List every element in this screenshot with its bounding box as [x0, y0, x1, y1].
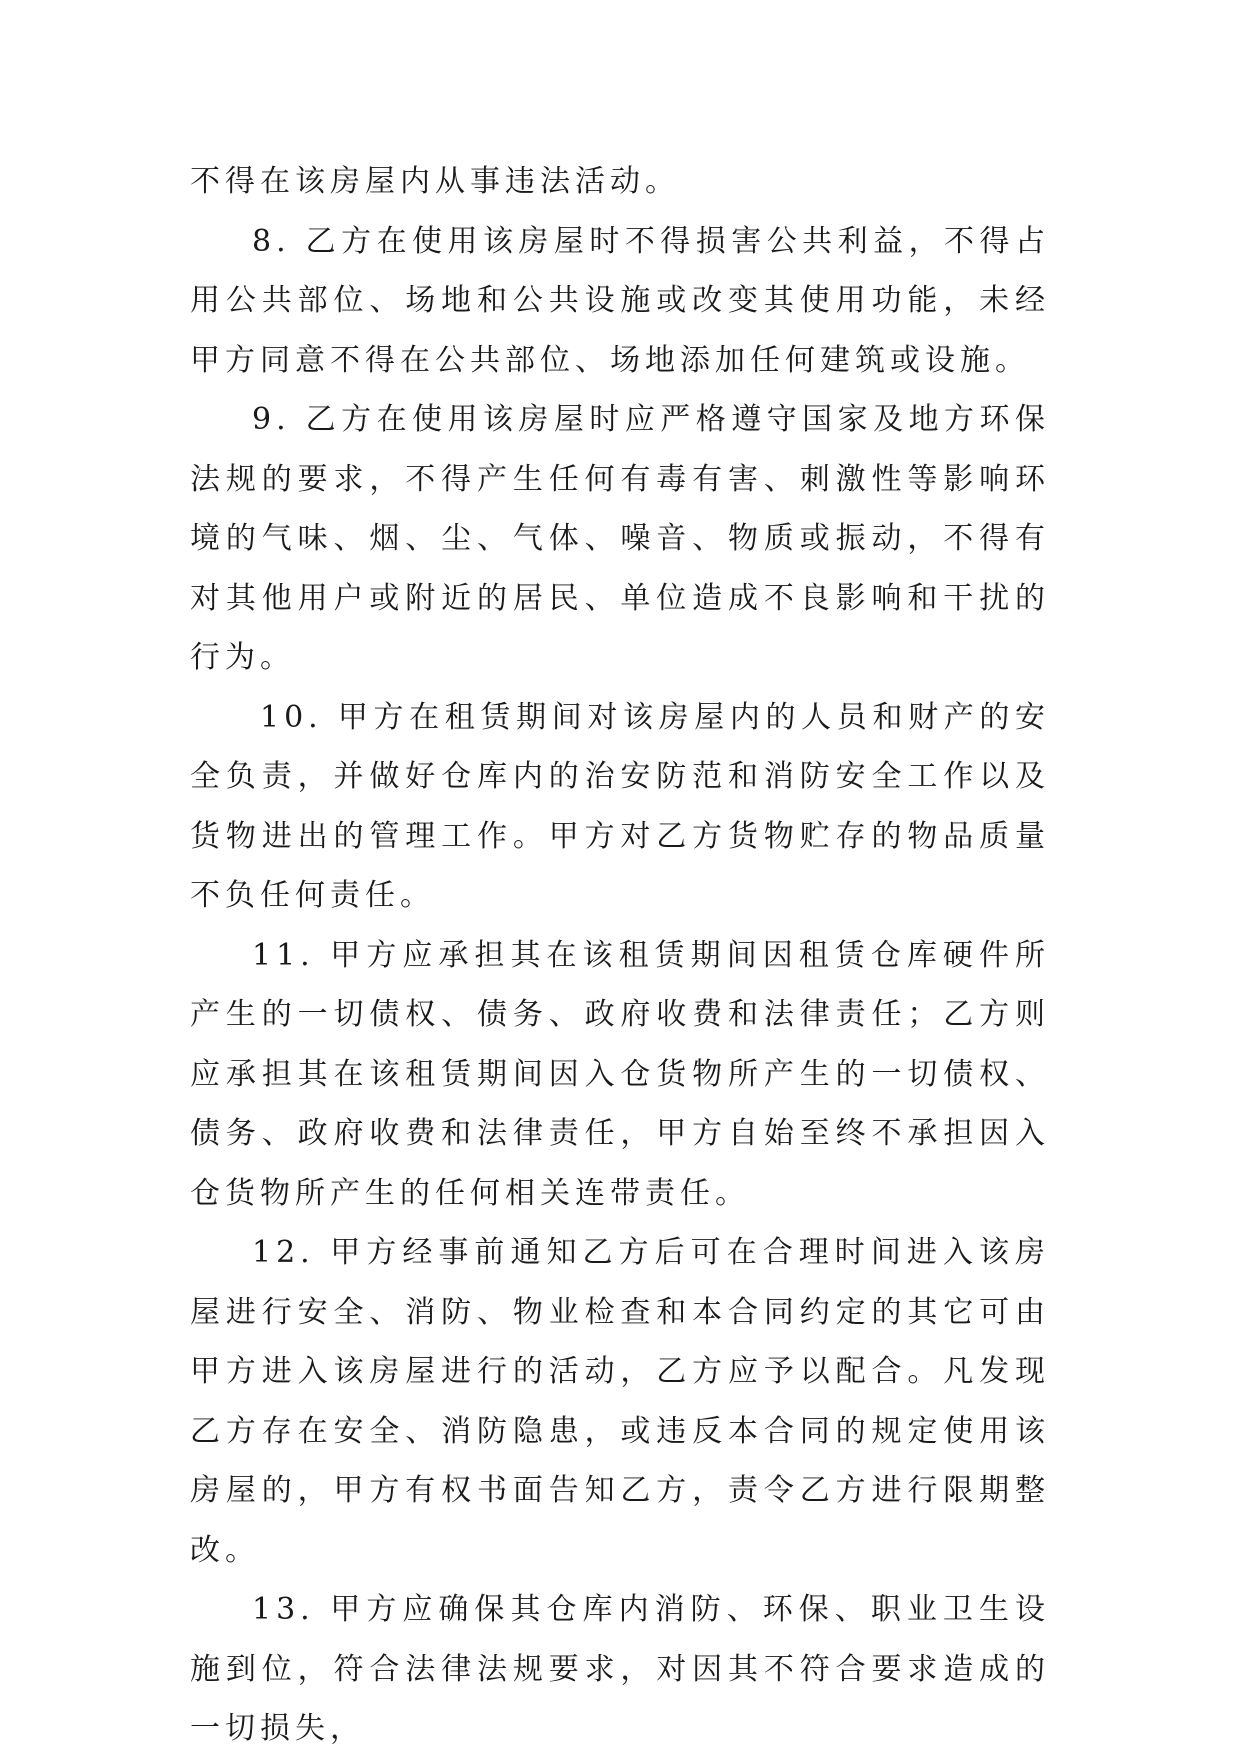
paragraph-clause-13: 13. 甲方应确保其仓库内消防、环保、职业卫生设施到位，符合法律法规要求，对因其不符合要求造成的一切损失，: [190, 1592, 1050, 1746]
paragraph-clause-9: 9. 乙方在使用该房屋时应严格遵守国家及地方环保法规的要求，不得产生任何有毒有害、刺激性等影响环境的气味、烟、尘、气体、噪音、物质或振动，不得有对其他用户或附近的居民、单位造成不良影响和干扰的行为。: [190, 402, 1050, 675]
paragraph-clause-12: 12. 甲方经事前通知乙方后可在合理时间进入该房屋进行安全、消防、物业检查和本合同约定的其它可由甲方进入该房屋进行的活动，乙方应予以配合。凡发现乙方存在安全、消防隐患，或违反本合同的规定使用该房屋的，甲方有权书面告知乙方，责令乙方进行限期整改。: [190, 1235, 1050, 1568]
paragraph-clause-10: 10. 甲方在租赁期间对该房屋内的人员和财产的安全负责，并做好仓库内的治安防范和消防安全工作以及货物进出的管理工作。甲方对乙方货物贮存的物品质量不负任何责任。: [190, 699, 1050, 913]
paragraph-clause-11: 11. 甲方应承担其在该租赁期间因租赁仓库硬件所产生的一切债权、债务、政府收费和法律责任；乙方则应承担其在该租赁期间因入仓货物所产生的一切债权、债务、政府收费和法律责任，甲方自始至终不承担因入仓货物所产生的任何相关连带责任。: [190, 937, 1050, 1211]
document-body: [190, 152, 1050, 1759]
paragraph-continuation: 不得在该房屋内从事违法活动。: [190, 164, 680, 199]
paragraph-clause-8: 8. 乙方在使用该房屋时不得损害公共利益，不得占用公共部位、场地和公共设施或改变其使用功能，未经甲方同意不得在公共部位、场地添加任何建筑或设施。: [190, 223, 1050, 378]
